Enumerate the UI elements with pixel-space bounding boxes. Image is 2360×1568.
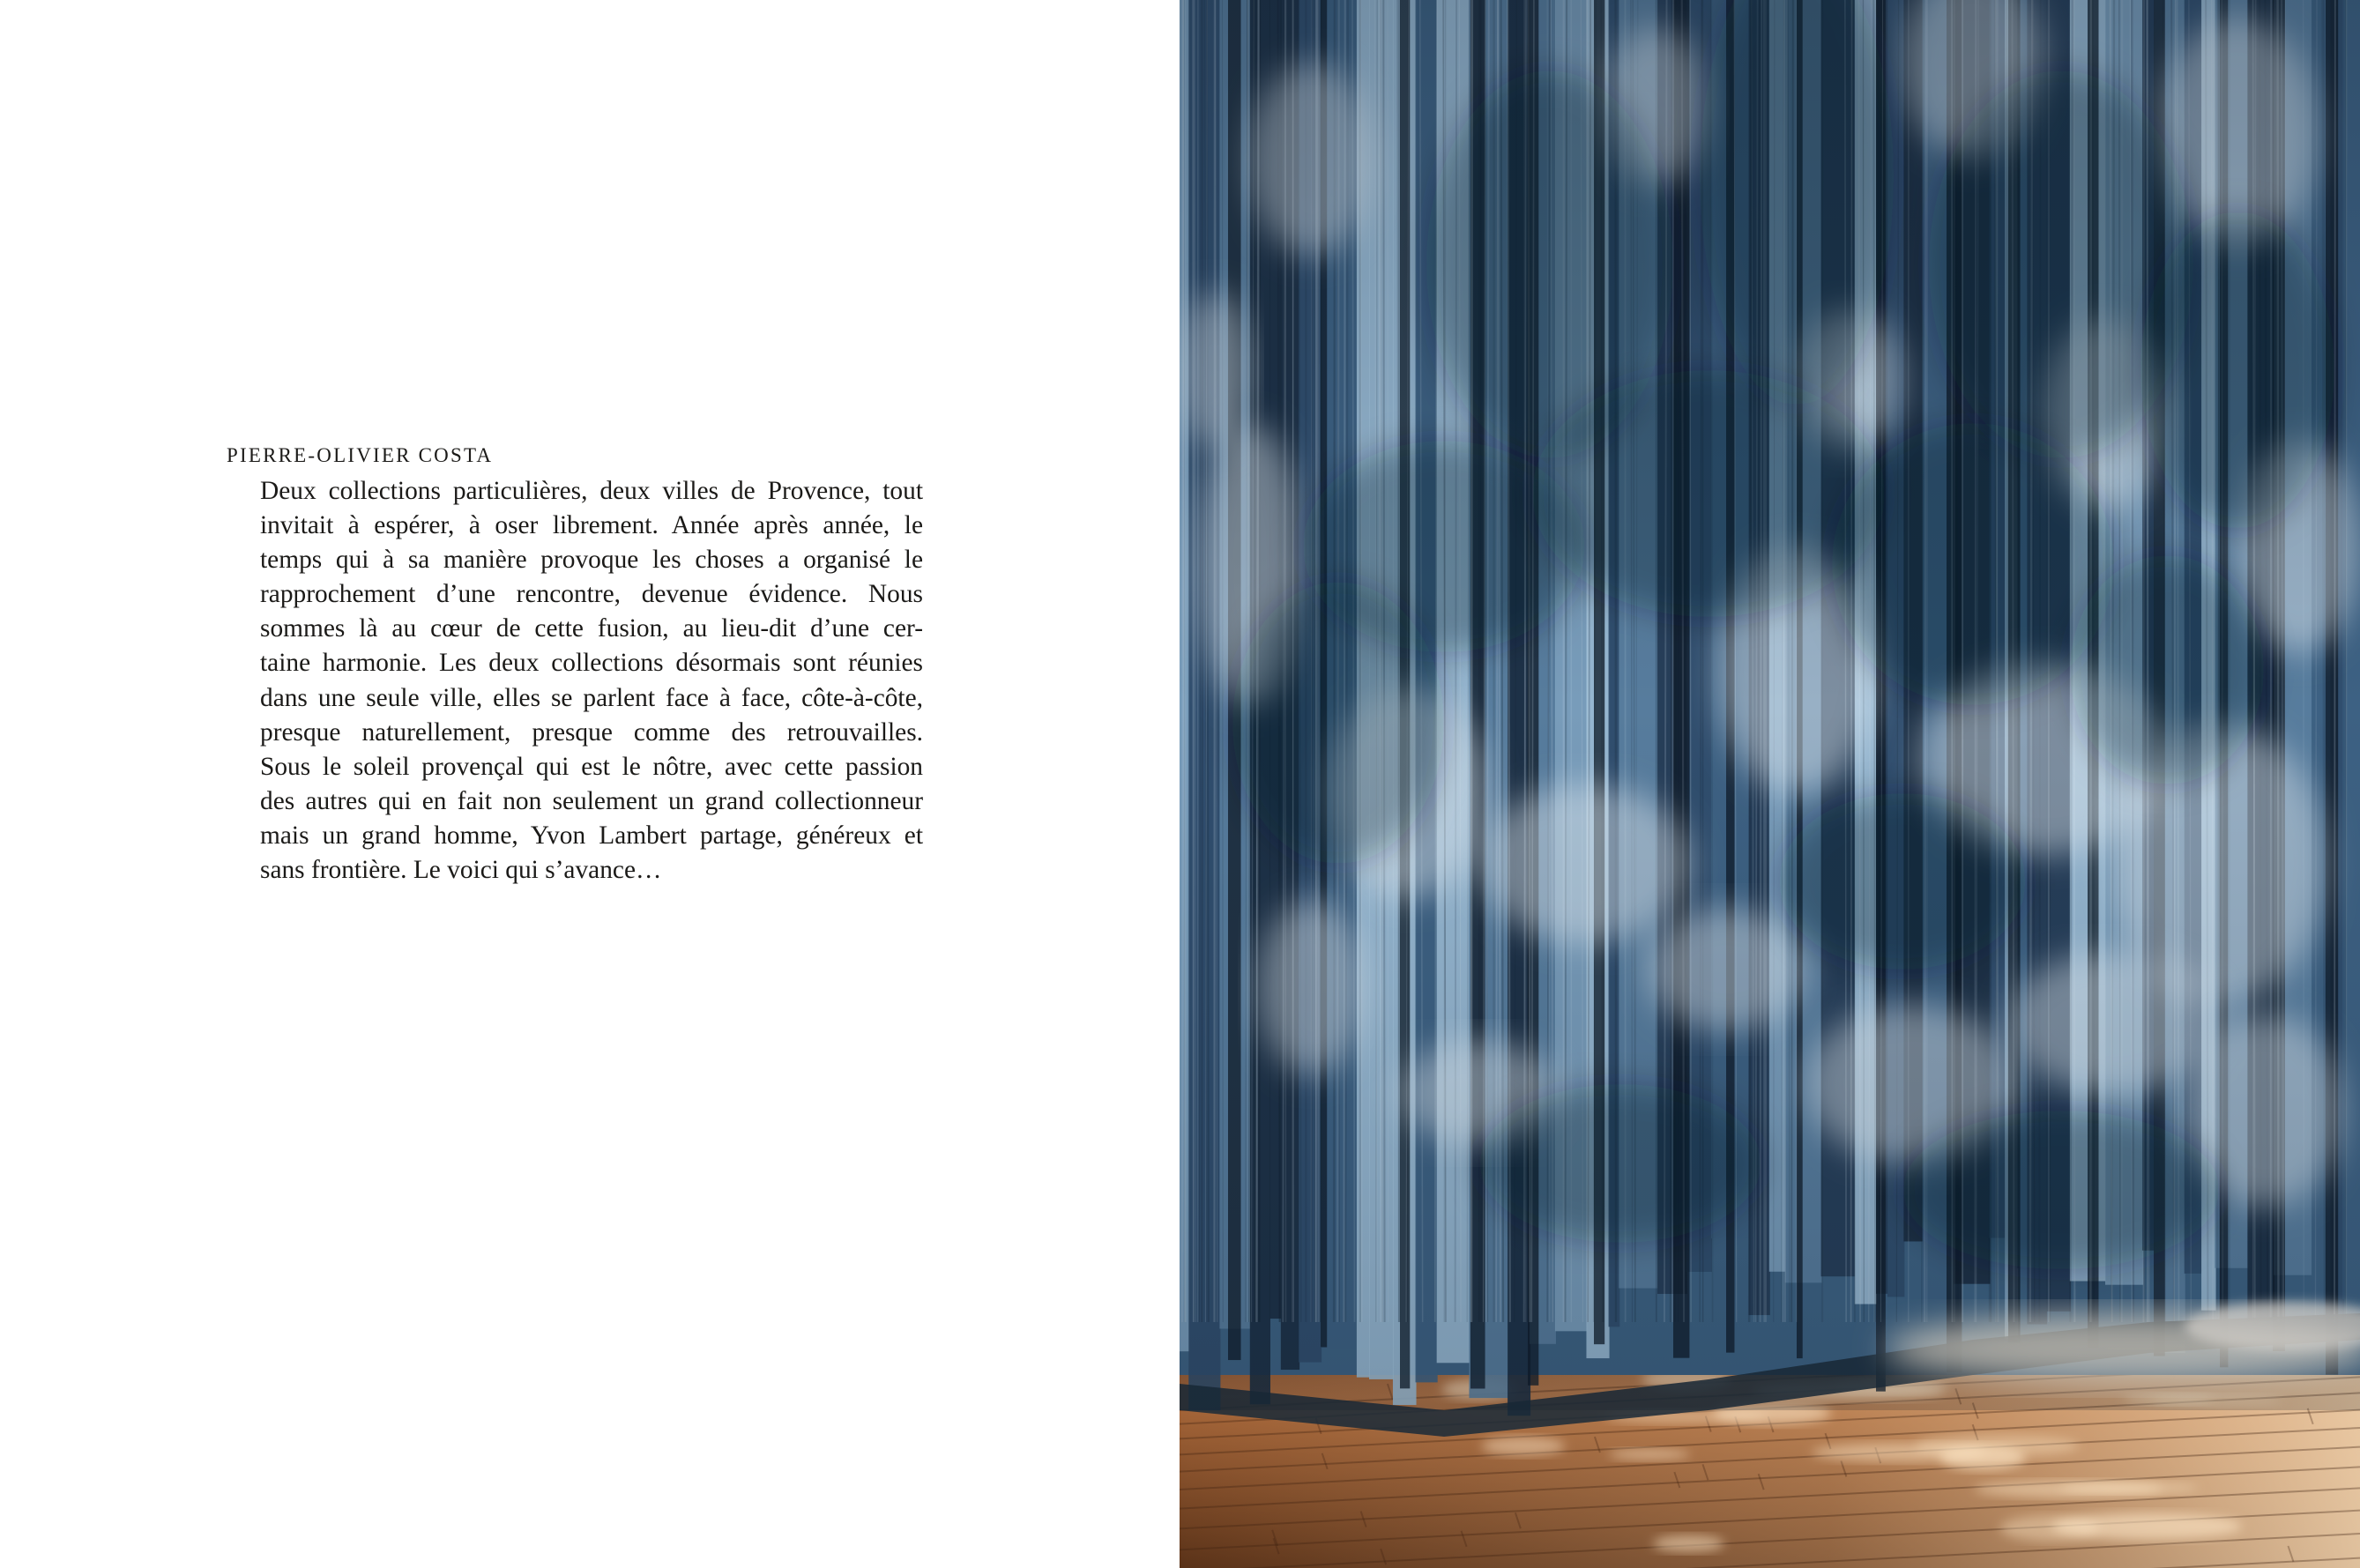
paragraph-line: invitait à espérer, à oser librement. Année après année, le — [260, 511, 923, 540]
author-name: PIERRE-OLIVIER COSTA — [227, 444, 494, 466]
paragraph-line: des autres qui en fait non seulement un grand collectionneur — [260, 786, 923, 815]
curtain-shading — [1180, 0, 2360, 1410]
paragraph-line: dans une seule ville, elles se parlent face à face, côte-à-côte, — [260, 683, 923, 712]
paragraph-line: taine harmonie. Les deux collections désormais sont réunies — [260, 649, 923, 678]
paragraph-line: sans frontière. Le voici qui s’avance… — [260, 856, 662, 885]
floor-reflection — [2000, 1516, 2099, 1542]
floor-reflection — [2059, 1483, 2199, 1493]
paragraph-line: Deux collections particulières, deux villes de Provence, tout — [260, 477, 923, 505]
body-paragraph — [260, 474, 923, 888]
paragraph-line: sommes là au cœur de cette fusion, au lieu-dit d’une cer- — [260, 614, 923, 643]
paragraph-line: Sous le soleil provençal qui est le nôtre, avec cette passion — [260, 752, 923, 781]
floor-reflection — [1653, 1535, 1724, 1552]
paragraph-line: rapprochement d’une rencontre, devenue évidence. Nous — [260, 580, 923, 609]
paragraph-line: presque naturellement, presque comme des retrouvailles. — [260, 717, 923, 747]
curtain-photo — [1180, 0, 2360, 1568]
floor-reflection — [1939, 1445, 2026, 1470]
paragraph-line: mais un grand homme, Yvon Lambert partage, généreux et — [260, 821, 923, 850]
floor-reflection — [1609, 1449, 1691, 1460]
floor-reflection — [1481, 1437, 1565, 1456]
paragraph-line: temps qui à sa manière provoque les choses a organisé le — [260, 546, 923, 575]
